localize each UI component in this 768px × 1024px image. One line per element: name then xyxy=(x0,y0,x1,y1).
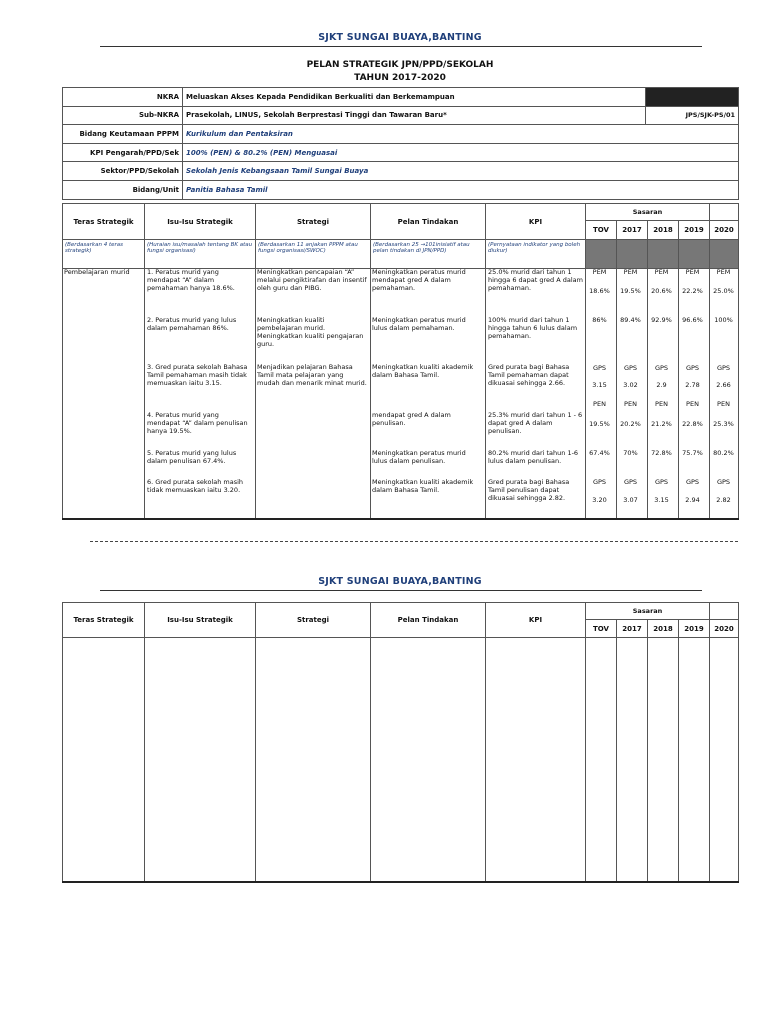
target-value: 25.0% xyxy=(713,287,734,295)
kpi-value: 100% (PEN) & 80.2% (PEN) Menguasai xyxy=(183,143,739,162)
col-kpi: KPI xyxy=(486,204,586,240)
target-label: GPS xyxy=(685,478,700,486)
target-label: GPS xyxy=(716,364,731,372)
nkra-value: Meluaskan Akses Kepada Pendidikan Berkualiti dan Berkemampuan xyxy=(183,88,646,107)
target-value: 19.5% xyxy=(589,420,610,428)
kpi-item-3: Gred purata bagi Bahasa Tamil pemahaman dapat dikuasai sehingga 2.66. xyxy=(488,363,570,387)
target-label: GPS xyxy=(623,364,638,372)
col-year-2020: 2020 xyxy=(710,221,739,240)
target-value: 20.2% xyxy=(620,420,641,428)
body-strategi-2 xyxy=(256,638,371,882)
isu-item-5: 5. Peratus murid yang lulus dalam penulisan 67.4%. xyxy=(147,449,237,465)
col-year-2017-2: 2017 xyxy=(617,620,648,638)
target-value: 22.8% xyxy=(682,420,703,428)
bidang-unit-label: Bidang/Unit xyxy=(63,180,183,199)
col-sasaran-2: Sasaran xyxy=(586,603,710,620)
kpi-label: KPI Pengarah/PPD/Sek xyxy=(63,143,183,162)
target-label: PEM xyxy=(654,268,669,276)
target-value: 92.9% xyxy=(651,316,672,324)
col-year-tov: TOV xyxy=(586,221,617,240)
subnkra-label: Sub-NKRA xyxy=(63,106,183,125)
isu-item-1: 1. Peratus murid yang mendapat “A” dalam pemahaman hanya 18.6%. xyxy=(147,268,235,292)
sub-kpi: (Pernyataan indikator yang boleh diukur) xyxy=(486,240,586,269)
target-value: 80.2% xyxy=(713,449,734,457)
target-value: 2.66 xyxy=(716,381,731,389)
target-label: GPS xyxy=(654,364,669,372)
plan-title: PELAN STRATEGIK JPN/PPD/SEKOLAH xyxy=(306,60,494,70)
col-pelan: Pelan Tindakan xyxy=(371,204,486,240)
page-separator xyxy=(90,541,738,543)
sektor-label: Sektor/PPD/Sekolah xyxy=(63,162,183,181)
kpi-item-5: 80.2% murid dari tahun 1-6 lulus dalam penulisan. xyxy=(488,449,579,465)
pelan-item-5: Meningkatkan peratus murid lulus dalam penulisan. xyxy=(372,449,466,465)
isu-item-6: 6. Gred purata sekolah masih tidak memuaskan iaitu 3.20. xyxy=(147,478,244,494)
target-label: PEM xyxy=(592,268,607,276)
target-value: 86% xyxy=(592,316,607,324)
bidang-keutamaan-value: Kurikulum dan Pentaksiran xyxy=(183,125,739,144)
bidang-keutamaan-label: Bidang Keutamaan PPPM xyxy=(63,125,183,144)
body-pelan-2 xyxy=(371,638,486,882)
target-label: GPS xyxy=(685,364,700,372)
sub-isu: (Huraian isu/masalah tentang BK atau fungsi organisasi) xyxy=(145,240,256,269)
target-value: 2.9 xyxy=(656,381,667,389)
col-year-2020-2: 2020 xyxy=(710,620,739,638)
target-value: 25.3% xyxy=(713,420,734,428)
pelan-item-3: Meningkatkan kualiti akademik dalam Bahasa Tamil. xyxy=(372,363,474,379)
nkra-label: NKRA xyxy=(63,88,183,107)
col-year-2018-2: 2018 xyxy=(648,620,679,638)
target-value: 72.8% xyxy=(651,449,672,457)
target-value: 96.6% xyxy=(682,316,703,324)
body-teras xyxy=(63,269,145,519)
pelan-item-1: Meningkatkan peratus murid mendapat gred A dalam pemahaman. xyxy=(372,268,466,292)
nkra-block xyxy=(646,88,739,107)
strategi-item-3: Menjadikan pelajaran Bahasa Tamil mata pelajaran yang mudah dan menarik minat murid. xyxy=(257,363,367,387)
target-label: GPS xyxy=(592,478,607,486)
target-label: PEM xyxy=(623,268,638,276)
target-value: 3.15 xyxy=(592,381,607,389)
target-value: 70% xyxy=(623,449,638,457)
target-label: PEN xyxy=(717,400,730,408)
target-value: 100% xyxy=(714,316,733,324)
target-label: GPS xyxy=(623,478,638,486)
strategi-item-2: Meningkatkan kualiti pembelajaran murid. Meningkatkan kualiti pengajaran guru. xyxy=(257,316,364,348)
sub-pelan: (Berdasarkan 25 →101inisiatif atau pelan tindakan di JPN/PPD) xyxy=(371,240,486,269)
target-label: PEN xyxy=(686,400,699,408)
isu-item-4: 4. Peratus murid yang mendapat “A” dalam penulisan hanya 19.5%. xyxy=(147,411,248,435)
sub-teras: (Berdasarkan 4 teras strategik) xyxy=(63,240,145,269)
body-teras-2 xyxy=(63,638,145,882)
target-label: PEN xyxy=(624,400,637,408)
col-year-2017: 2017 xyxy=(617,221,648,240)
strategic-table xyxy=(62,203,739,520)
target-value: 2.82 xyxy=(716,496,731,504)
school-name: SJKT SUNGAI BUAYA,BANTING xyxy=(318,32,482,43)
kpi-item-2: 100% murid dari tahun 1 hingga tahun 6 lulus dalam pemahaman. xyxy=(488,316,578,340)
col-isu-2: Isu-Isu Strategik xyxy=(145,603,256,638)
target-value: 3.15 xyxy=(654,496,669,504)
pelan-item-2: Meningkatkan peratus murid lulus dalam pemahaman. xyxy=(372,316,466,332)
info-table xyxy=(62,87,739,200)
target-value: 3.20 xyxy=(592,496,607,504)
target-label: GPS xyxy=(716,478,731,486)
target-label: GPS xyxy=(654,478,669,486)
doc-code: JPS/SJK-PS/01 xyxy=(646,106,739,125)
sektor-value: Sekolah Jenis Kebangsaan Tamil Sungai Buaya xyxy=(183,162,739,181)
target-label: PEN xyxy=(593,400,606,408)
header-divider xyxy=(100,46,702,47)
isu-item-3: 3. Gred purata sekolah Bahasa Tamil pemahaman masih tidak memuaskan iaitu 3.15. xyxy=(147,363,248,387)
target-value: 67.4% xyxy=(589,449,610,457)
col-strategi: Strategi xyxy=(256,204,371,240)
strategic-table-2 xyxy=(62,602,739,883)
kpi-item-4: 25.3% murid dari tahun 1 - 6 dapat gred A dalam penulisan. xyxy=(488,411,583,435)
target-label: GPS xyxy=(592,364,607,372)
col-pelan-2: Pelan Tindakan xyxy=(371,603,486,638)
target-value: 75.7% xyxy=(682,449,703,457)
school-name-2: SJKT SUNGAI BUAYA,BANTING xyxy=(318,576,482,587)
pelan-item-6: Meningkatkan kualiti akademik dalam Bahasa Tamil. xyxy=(372,478,474,494)
header-divider-2 xyxy=(100,590,702,591)
pelan-item-4: mendapat gred A dalam penulisan. xyxy=(372,411,451,427)
col-strategi-2: Strategi xyxy=(256,603,371,638)
col-blank-2 xyxy=(710,603,739,620)
target-value: 20.6% xyxy=(651,287,672,295)
target-label: PEN xyxy=(655,400,668,408)
target-value: 22.2% xyxy=(682,287,703,295)
col-year-2018: 2018 xyxy=(648,221,679,240)
col-teras: Teras Strategik xyxy=(63,204,145,240)
target-value: 3.07 xyxy=(623,496,638,504)
col-year-tov-2: TOV xyxy=(586,620,617,638)
target-value: 18.6% xyxy=(589,287,610,295)
target-value: 2.78 xyxy=(685,381,700,389)
col-isu: Isu-Isu Strategik xyxy=(145,204,256,240)
kpi-item-1: 25.0% murid dari tahun 1 hingga 6 dapat gred A dalam pemahaman. xyxy=(488,268,583,292)
body-strategi xyxy=(256,269,371,519)
col-year-2019-2: 2019 xyxy=(679,620,710,638)
col-blank xyxy=(710,204,739,221)
col-year-2019: 2019 xyxy=(679,221,710,240)
target-value: 19.5% xyxy=(620,287,641,295)
target-value: 21.2% xyxy=(651,420,672,428)
bidang-unit-value: Panitia Bahasa Tamil xyxy=(183,180,739,199)
teras-value: Pembelajaran murid xyxy=(64,268,130,276)
target-value: 89.4% xyxy=(620,316,641,324)
col-sasaran: Sasaran xyxy=(586,204,710,221)
col-kpi-2: KPI xyxy=(486,603,586,638)
sub-strategi: (Berdasarkan 11 anjakan PPPM atau fungsi organisasi/SWOC) xyxy=(256,240,371,269)
target-value: 3.02 xyxy=(623,381,638,389)
strategi-item-1: Meningkatkan pencapaian “A” melalui pengiktirafan dan insentif oleh guru dan PIBG. xyxy=(257,268,367,292)
target-value: 2.94 xyxy=(685,496,700,504)
target-label: PEM xyxy=(685,268,700,276)
subnkra-value: Prasekolah, LINUS, Sekolah Berprestasi Tinggi dan Tawaran Baru* xyxy=(183,106,646,125)
isu-item-2: 2. Peratus murid yang lulus dalam pemahaman 86%. xyxy=(147,316,237,332)
col-teras-2: Teras Strategik xyxy=(63,603,145,638)
plan-year: TAHUN 2017-2020 xyxy=(354,73,446,83)
kpi-item-6: Gred purata bagi Bahasa Tamil penulisan dapat dikuasai sehingga 2.82. xyxy=(488,478,570,502)
body-kpi-2 xyxy=(486,638,586,882)
body-isu-2 xyxy=(145,638,256,882)
target-label: PEM xyxy=(716,268,731,276)
